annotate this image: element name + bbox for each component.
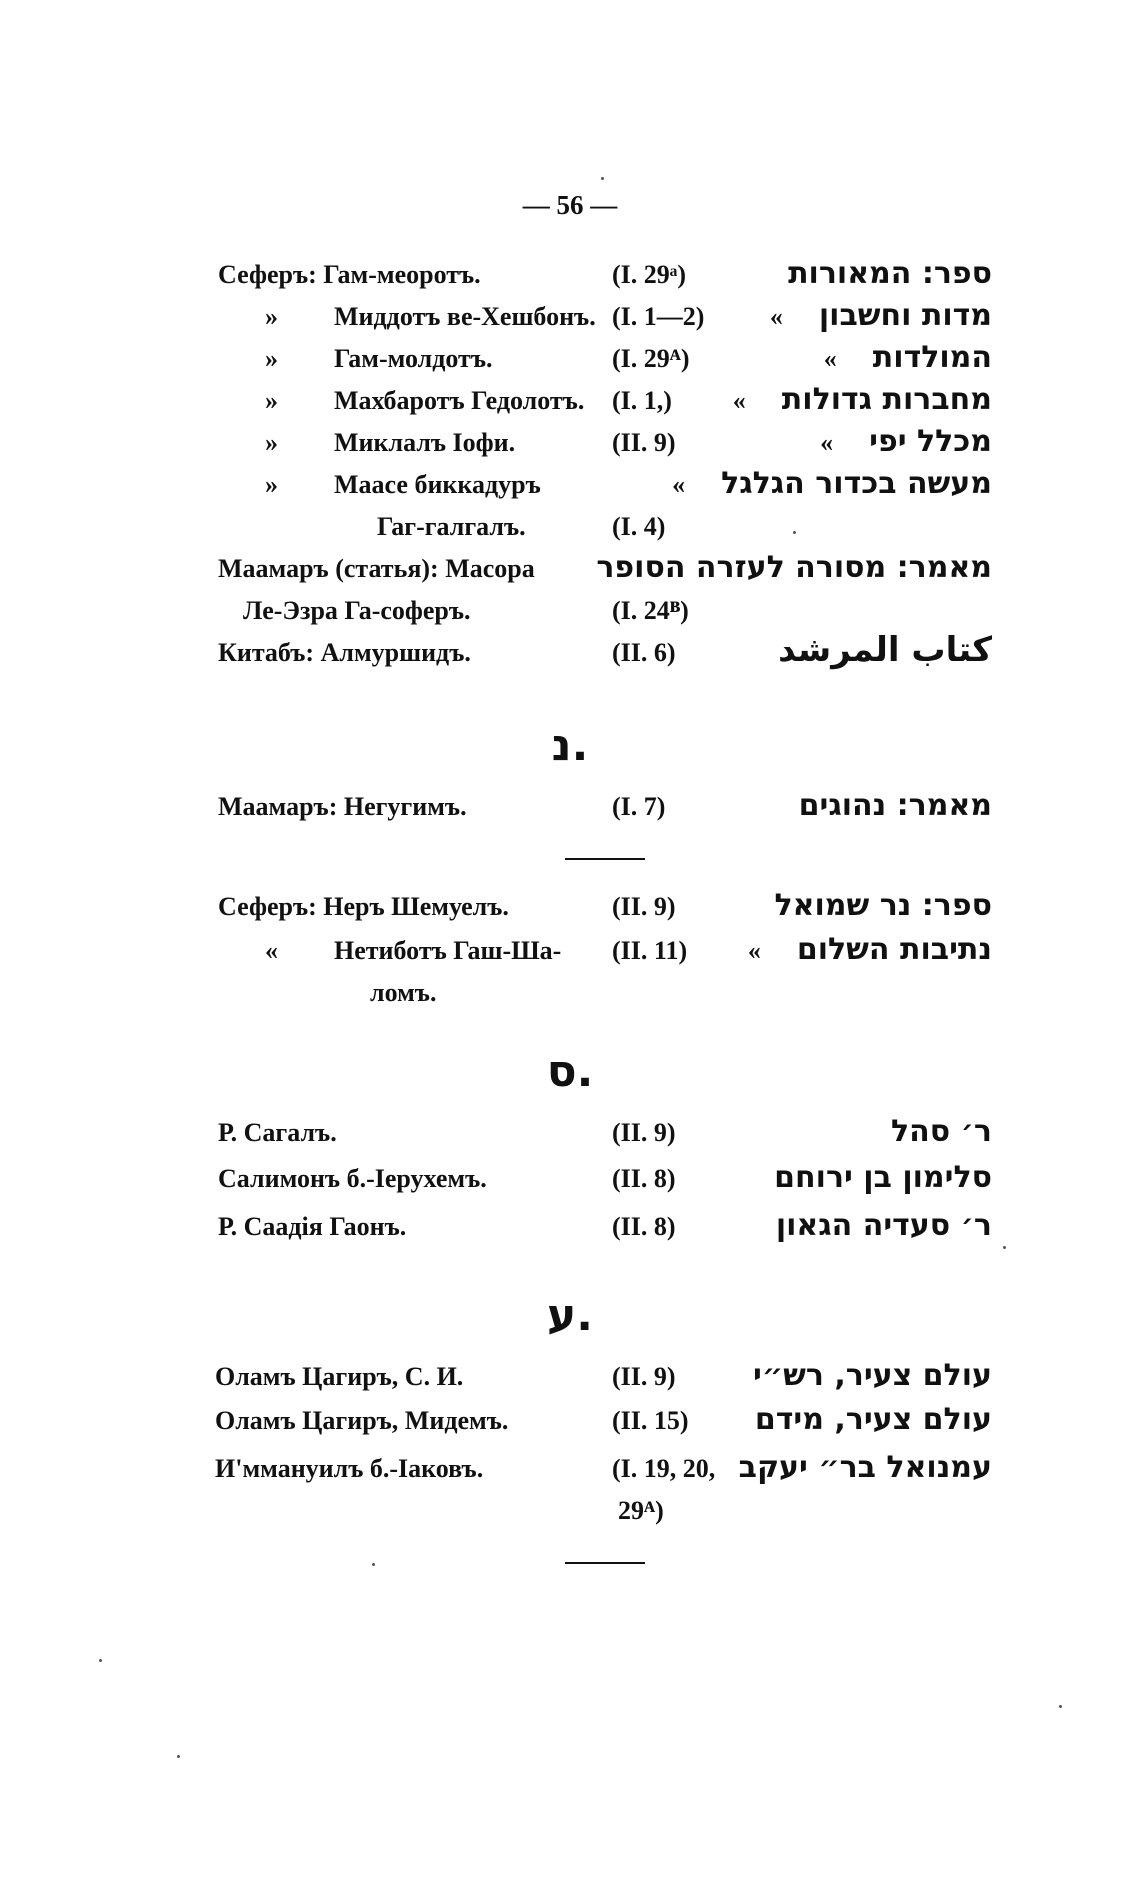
entry-row: [0, 630, 1140, 680]
volume-reference: (II. 9): [612, 428, 676, 457]
ditto-mark: »: [732, 386, 746, 415]
entry-row: [0, 1160, 1140, 1206]
ditto-mark: »: [265, 428, 278, 457]
volume-reference: (I. 7): [612, 792, 666, 821]
volume-reference: (II. 9): [612, 1362, 676, 1391]
scan-speck: [99, 1659, 102, 1662]
volume-reference: (I. 1,): [612, 386, 672, 415]
hebrew-title: [824, 340, 992, 375]
volume-reference: (I. 29ᵃ): [612, 260, 687, 289]
volume-reference: (II. 15): [612, 1406, 689, 1435]
volume-reference: 29ᴬ): [618, 1496, 664, 1525]
ditto-mark: »: [265, 302, 278, 331]
russian-title: Китабъ: Алмуршидъ.: [218, 638, 471, 667]
hebrew-text: מכלל יפי: [869, 424, 992, 459]
hebrew-text: מחברות גדולות: [781, 382, 992, 417]
separator-rule: [565, 1562, 645, 1564]
volume-reference: (I. 19, 20,: [612, 1454, 716, 1483]
ditto-mark: »: [265, 344, 278, 373]
russian-title: Сеферъ: Гам-меоротъ.: [218, 260, 481, 289]
entry-row: [0, 1208, 1140, 1254]
section-letter-ayin: ע.: [546, 1290, 594, 1341]
russian-title: Салимонъ б.-Іерухемъ.: [218, 1164, 487, 1193]
volume-reference: (II. 8): [612, 1212, 676, 1241]
hebrew-text: נתיבות השלום: [796, 932, 992, 967]
volume-reference: (II. 9): [612, 892, 676, 921]
hebrew-title: ר׳ סעדיה הגאון: [775, 1208, 992, 1243]
russian-title: Миддотъ ве-Хешбонъ.: [334, 302, 596, 331]
volume-reference: (II. 9): [612, 1118, 676, 1147]
volume-reference: (I. 24ᴮ): [612, 596, 689, 625]
hebrew-title: [733, 382, 992, 417]
russian-title: Гаг-галгалъ.: [377, 512, 526, 541]
volume-reference: (II. 6): [612, 638, 676, 667]
ditto-mark: »: [823, 344, 837, 373]
entry-row: [0, 1450, 1140, 1496]
scan-speck: [1059, 1705, 1062, 1708]
scan-speck: [601, 177, 604, 180]
page-number: — 56 —: [522, 190, 618, 220]
ditto-mark: »: [265, 470, 278, 499]
entry-row: [0, 340, 1140, 386]
entry-row: [0, 550, 1140, 596]
volume-reference: (I. 29ᴬ): [612, 344, 690, 373]
ditto-mark: »: [747, 936, 761, 965]
hebrew-title: ספר: המאורות: [788, 256, 992, 291]
russian-title: Р. Саадія Гаонъ.: [218, 1212, 407, 1241]
ditto-mark: »: [265, 386, 278, 415]
entry-row: [0, 1358, 1140, 1404]
ditto-mark: »: [820, 428, 834, 457]
entry-row: [0, 978, 1140, 1020]
scan-speck: [1003, 1246, 1006, 1249]
hebrew-title: עולם צעיר, מידם: [754, 1402, 992, 1437]
entry-row: [0, 298, 1140, 344]
section-letter-nun: נ.: [551, 720, 589, 771]
hebrew-title: ספר: נר שמואל: [774, 888, 992, 923]
ditto-mark: »: [672, 470, 686, 499]
volume-reference: (II. 8): [612, 1164, 676, 1193]
scan-speck: [177, 1755, 180, 1758]
hebrew-title: סלימון בן ירוחם: [774, 1160, 992, 1195]
hebrew-title: ר׳ סהל: [891, 1114, 992, 1149]
russian-title: Маамаръ: Негугимъ.: [218, 792, 467, 821]
arabic-title: كتاب المرشد: [778, 630, 992, 670]
russian-title: Сеферъ: Неръ Шемуелъ.: [218, 892, 509, 921]
hebrew-title: מאמר: מסורה לעזרה הסופר: [596, 550, 992, 585]
volume-reference: (I. 4): [612, 512, 666, 541]
russian-title: Гам-молдотъ.: [334, 344, 493, 373]
hebrew-title: [672, 466, 992, 501]
hebrew-title: [770, 298, 992, 333]
russian-title: Р. Сагалъ.: [218, 1118, 337, 1147]
russian-title: Маасе биккадуръ: [334, 470, 541, 499]
russian-title: Миклалъ Іофи.: [334, 428, 516, 457]
entry-row: [0, 424, 1140, 470]
ditto-mark: »: [769, 302, 783, 331]
ditto-mark: «: [265, 936, 278, 965]
entry-row: [0, 466, 1140, 512]
separator-rule: [565, 858, 645, 860]
russian-title: Оламъ Цагиръ, С. И.: [215, 1362, 464, 1391]
russian-title: И'ммануилъ б.-Іаковъ.: [215, 1454, 484, 1483]
hebrew-text: המולדות: [872, 340, 992, 375]
entry-row: [0, 1496, 1140, 1538]
entry-row: [0, 788, 1140, 834]
section-letter-samekh: ס.: [546, 1046, 594, 1097]
volume-reference: (II. 11): [612, 936, 688, 965]
entry-row: [0, 1402, 1140, 1448]
russian-title: ломъ.: [370, 978, 437, 1007]
hebrew-text: מעשה בכדור הגלגל: [721, 466, 992, 501]
hebrew-title: [748, 932, 992, 967]
russian-title: Маамаръ (статья): Масора: [218, 554, 535, 583]
entry-row: [0, 256, 1140, 302]
scan-speck: [793, 531, 796, 534]
entry-row: [0, 888, 1140, 934]
entry-row: [0, 382, 1140, 428]
russian-title: Махбаротъ Гедолотъ.: [334, 386, 585, 415]
russian-title: Оламъ Цагиръ, Мидемъ.: [215, 1406, 509, 1435]
hebrew-title: [820, 424, 992, 459]
hebrew-title: עמנואל בר״ יעקב: [738, 1450, 992, 1485]
russian-title: Ле-Эзра Га-соферъ.: [243, 596, 471, 625]
scan-speck: [372, 1563, 375, 1566]
entry-row: [0, 512, 1140, 554]
hebrew-text: מדות וחשבון: [818, 298, 992, 333]
russian-title: Нетиботъ Гаш-Ша-: [334, 936, 562, 965]
hebrew-title: מאמר: נהוגים: [798, 788, 992, 823]
entry-row: [0, 932, 1140, 978]
entry-row: [0, 1114, 1140, 1160]
volume-reference: (I. 1—2): [612, 302, 705, 331]
hebrew-title: עולם צעיר, רש״י: [752, 1358, 992, 1393]
